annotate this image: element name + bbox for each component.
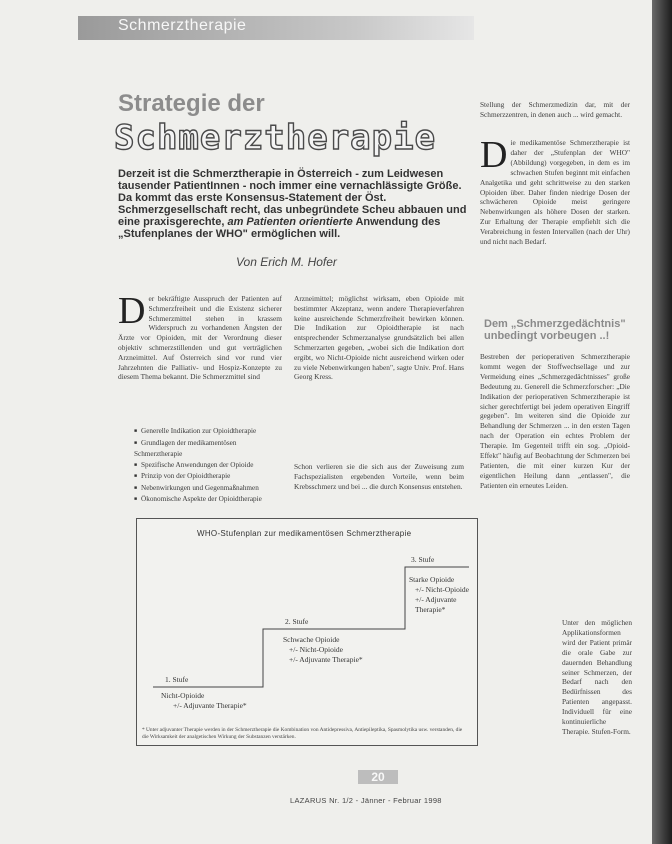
dropcap: D	[118, 294, 146, 332]
right-column-top	[480, 100, 630, 130]
drug-line: Nicht-Opioide	[161, 691, 205, 700]
column-1-body: er bekräftigte Ausspruch der Patienten auf Schmerzfreiheit und die Existenz sicherer Schmerzmittel stehen in krassem Widerspruch zu vorhandenen Ängsten der Ärzte vor Opioiden, mit der Verordnung dieser objektiv schmerzstillenden und gut verträglichen Arzneimittel. Auf Österreich sind vor rund vier Jahrzehnten die Palliativ- und Hospiz-Konzepte zu diesem Thema bekannt. Die Schmerzmittel sind	[118, 294, 282, 382]
right-column-bottom	[562, 618, 632, 748]
column-1-text	[118, 294, 282, 420]
step-3-label: 3. Stufe	[411, 555, 435, 564]
subheading	[484, 318, 626, 342]
article-lead	[118, 168, 468, 240]
drug-line: +/- Adjuvante Therapie*	[173, 701, 247, 710]
article-title-line2: Schmerztherapie	[114, 118, 437, 158]
drug-line: +/- Adjuvante Therapie*	[289, 655, 363, 664]
column-2-text	[294, 294, 464, 452]
step-2-label: 2. Stufe	[285, 617, 309, 626]
lead-emphasis: am Patienten orientierte	[227, 216, 353, 228]
staircase-lines	[137, 519, 477, 745]
column-2-body-2: Schon verlieren sie die sich aus der Zuweisung zum Fachspezialisten ergebenden Vorteile, wenn beim Krebsschmerz und bei ... die durch Konsensus entstehen.	[294, 462, 464, 491]
diagram-title: WHO-Stufenplan zur medikamentösen Schmerztherapie	[197, 529, 412, 538]
drug-line: +/- Nicht-Opioide	[415, 585, 470, 594]
bullet-item: ■ Nebenwirkungen und Gegenmaßnahmen	[134, 483, 284, 495]
topic-bullet-list	[134, 426, 284, 506]
diagram-footnote: * Unter adjuvanter Therapie werden in der Schmerztherapie die Kombination von Antidepressiva, Antiepileptika, Spasmolytika usw. verstanden, die die Wirksamkeit der analgetischen Wirkung der Substanzen verstärken.	[142, 727, 463, 740]
right-column-middle-text: Bestreben der perioperativen Schmerztherapie kommt wegen der Stoffwechsellage und zur Vermeidung eines „Schmerzgedächtnisses" große Bedeutung zu. Generell die Schmerzforscher: „Die Indikation der perioperativen Schmerztherapie ist sicher gerechtfertigt bei jedem operativen Eingriff gegeben". Im weiteren sind die Opioide zur Behandlung der Schmerzen ... in den ersten Tagen nach der Operation ein echtes Problem der Therapie. Im Gegenteil trifft ein sog. „Opioid-Effekt" häufig auf Beobachtung der Schmerzen bei Patienten, die mit einer kurzen Kur der eigentlichen Heilung dann „entlassen", die Patienten ein erneutes Leiden.	[480, 352, 630, 490]
right-column-top-text: Stellung der Schmerzmedizin dar, mit der Schmerzzentren, in denen auch ... wird gemacht.	[480, 100, 630, 119]
drug-line: +/- Adjuvante Therapie*	[415, 595, 457, 614]
right-column-bottom-text: Unter den möglichen Applikationsformen wird der Patient primär die orale Gabe zur dauernden Behandlung seiner Schmerzen, der Bedarf nach den Bedürfnissen des Patienten angepasst. Individuell für eine kontinuierliche Therapie. Stufen-Form.	[562, 618, 632, 736]
byline: Von Erich M. Hofer	[236, 255, 337, 269]
article-title-line1: Strategie der	[118, 90, 265, 117]
section-header-bar	[78, 16, 474, 40]
lead-text-1: Derzeit ist die Schmerztherapie in Österreich - zum Leidwesen tausender PatientInnen - noch immer eine vernachlässigte Größe. Da kommt das erste Konsensus-Statement der Öst. Schmerzgesellschaft recht, das unbegründete Scheu abbauen und eine praxisgerechte,	[118, 168, 467, 228]
journal-footer: LAZARUS Nr. 1/2 - Jänner - Februar 1998	[290, 796, 442, 805]
right-column-section	[480, 138, 630, 306]
subheading-line1: Dem „Schmerzgedächtnis"	[484, 318, 626, 330]
section-title: Schmerztherapie	[118, 17, 247, 34]
step-1-label: 1. Stufe	[165, 675, 189, 684]
bullet-item: ■ Prinzip von der Opioidtherapie	[134, 471, 284, 483]
drug-line: Starke Opioide	[409, 575, 455, 584]
subheading-line2: unbedingt vorbeugen ..!	[484, 330, 610, 342]
who-staircase-diagram	[136, 518, 478, 746]
column-2-body-1: Arzneimittel; möglichst wirksam, eben Opioide mit bestimmter Akzeptanz, wenn andere Therapieverfahren keine ausreichende Schmerzfreiheit bewirken können. Die Indikation zur Opioidtherapie ist nach entsprechender Schmerzanalyse grundsätzlich bei allen Schmerzarten gegeben, „wobei sich die Indikation dort ergibt, wo Nicht-Opioide nicht ausreichend wirken oder zu viele Nebenwirkungen haben", sagte Univ. Prof. Hans Georg Kress.	[294, 294, 464, 382]
bullet-item: ■ Ökonomische Aspekte der Opioidtherapie	[134, 494, 284, 506]
page-number: 20	[358, 770, 398, 784]
right-column-middle	[480, 352, 630, 610]
bullet-item: ■ Spezifische Anwendungen der Opioide	[134, 460, 284, 472]
drug-line: Schwache Opioide	[283, 635, 340, 644]
right-column-body: ie medikamentöse Schmerztherapie ist daher der „Stufenplan der WHO" (Abbildung) vorgegeben, in dem es im schwachen Stufen beginnt mit einfachen Analgetika und geht schrittweise zu den starken Opioiden über. Daher finden niedrige Dosen der schwächeren Opioide meist geringere Nebenwirkungen als höhere Dosen der starken. Zur Erhaltung der Therapie empfiehlt sich die Verabreichung in festen Intervallen (nach der Uhr) und nicht nach Bedarf.	[480, 138, 630, 247]
step-2-drugs	[283, 635, 363, 665]
column-2-text-lower	[294, 462, 464, 512]
step-3-drugs	[409, 575, 477, 615]
lead-text-2: Anwendung des „Stufenplanes der WHO" ermöglichen will.	[118, 216, 441, 240]
dropcap: D	[480, 138, 508, 176]
step-1-drugs	[161, 691, 247, 711]
bullet-item: ■ Grundlagen der medikamentösen Schmerztherapie	[134, 438, 284, 460]
book-spine-shadow	[652, 0, 672, 844]
bullet-item: ■ Generelle Indikation zur Opioidtherapie	[134, 426, 284, 438]
drug-line: +/- Nicht-Opioide	[289, 645, 344, 654]
